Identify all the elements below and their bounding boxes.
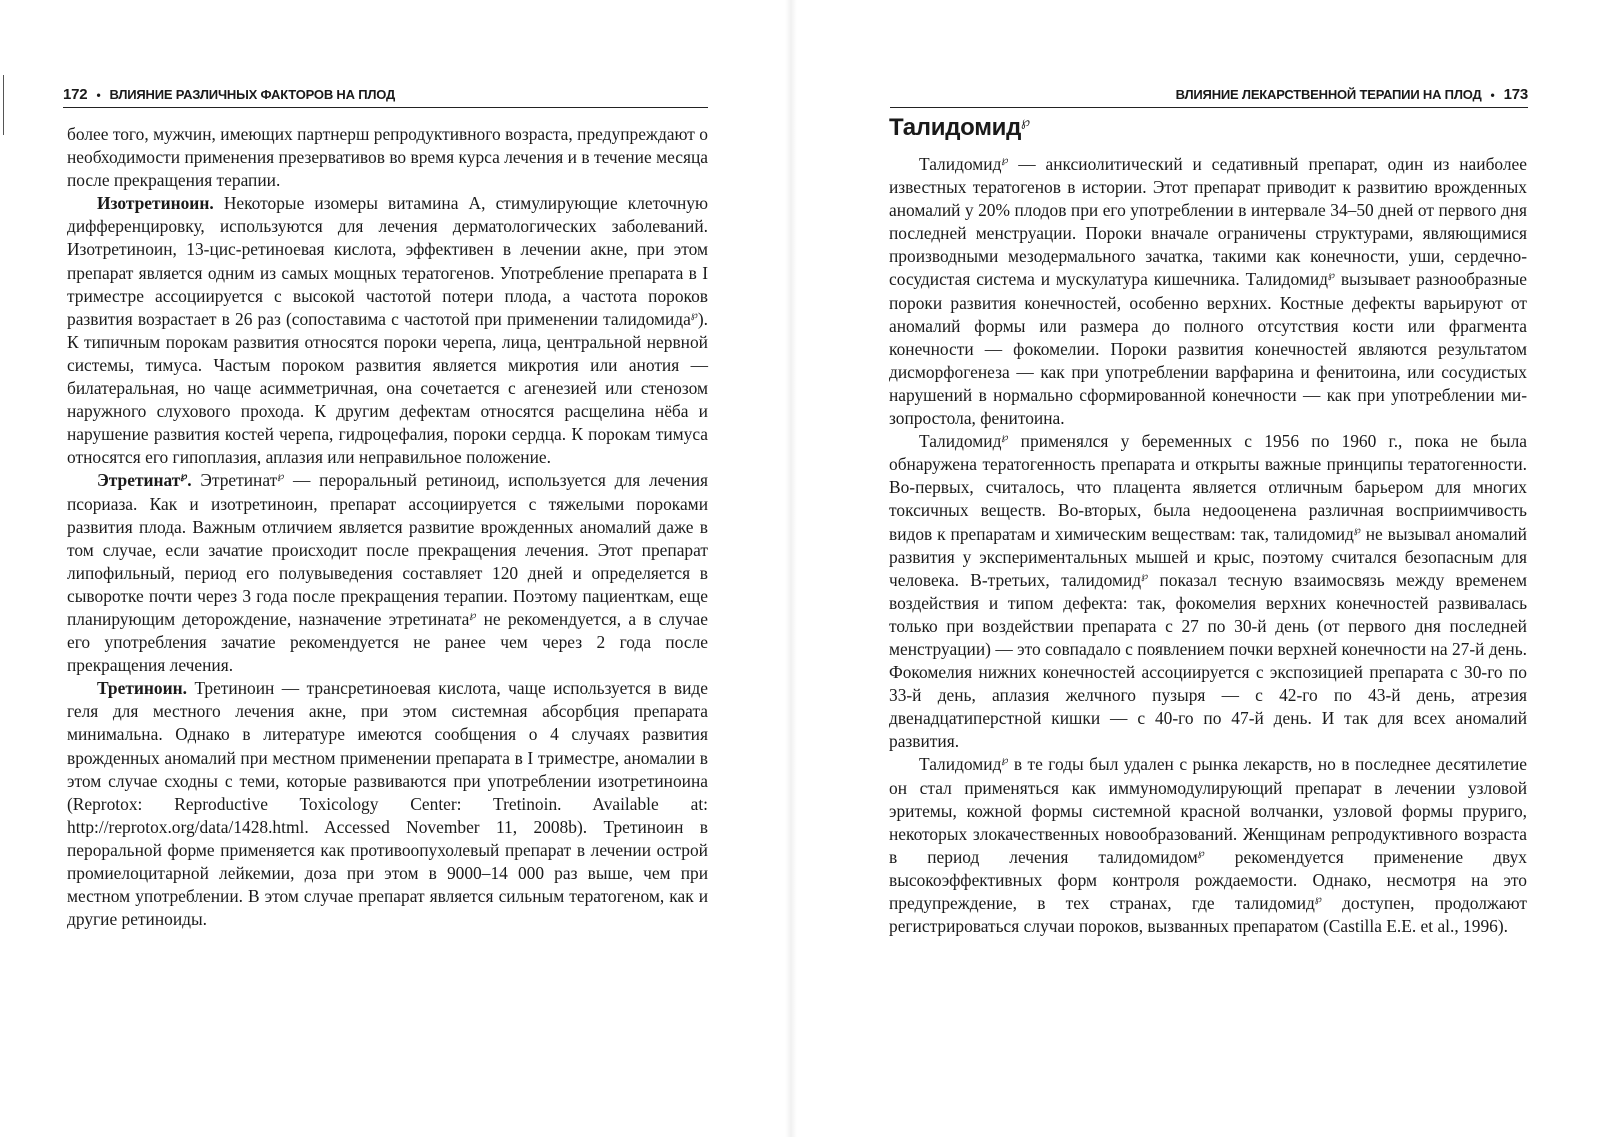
- page-number: 172: [63, 86, 88, 103]
- trademark-mark: ℘: [180, 471, 188, 483]
- trademark-mark: ℘: [1197, 848, 1205, 860]
- trademark-mark: ℘: [1001, 432, 1009, 444]
- trademark-mark: ℘: [690, 309, 698, 321]
- header-bullet: •: [1490, 87, 1495, 102]
- trademark-mark: ℘: [1001, 755, 1009, 767]
- trademark-mark: ℘: [277, 471, 285, 483]
- term-heading: Третиноин.: [97, 678, 187, 699]
- paragraph-tretinoin: Третиноин. Третиноин — трансретиноевая кислота, чаще используется в виде геля для местного лечения акне, при этом системная абсорбция препарата минимальна. Однако в литературе имеются сообщения о 4 случаях развития врожденных аномалий при местном применении препарата в I триместре, аномалии в этом случае сходны с теми, которые развиваются при употреблении изотретиноина (Reprotox: Reproductive Toxicology Center: Tretinoin. Available at: http://reprotox.org/data/1428.html. Accessed November 11, 2008b). Третиноин в пероральной форме применяется как противоопухолевый препарат в лечении острой промиелоцитарной лейкемии, доза при этом в 9000–14 000 раз выше, чем при местном употреблении. В этом случае препарат является сильным тератогеном, как и другие ретиноиды.: [67, 678, 708, 930]
- trademark-mark: ℘: [1328, 270, 1335, 282]
- paragraph-etretinate: Этретинат℘. Этретинат℘ — пероральный ретиноид, используется для лечения псориаза. Как и изотретиноин, препарат ассоциируется с тяжелыми пороками развития плода. Важным отличием является развитие врожденных аномалий даже в том случае, если зачатие происходит после прекращения лечения. Этот препарат липофильный, период его полувыведения составляет 120 дней и определяется в сыворотке почти через 3 года после прекращения терапии. Поэтому пациенткам, еще планирующим деторождение, назначение этретината℘ не рекомендуется, а в случае его употребления зачатие рекомендуется не ранее чем через 2 года после прекращения лечения.: [67, 470, 708, 676]
- trademark-mark: ℘: [1141, 570, 1149, 582]
- header-bullet: •: [96, 87, 101, 102]
- right-page: [790, 0, 1600, 1137]
- running-head-title: ВЛИЯНИЕ ЛЕКАРСТВЕННОЙ ТЕРАПИИ НА ПЛОД: [1175, 87, 1482, 102]
- right-body-text: [889, 153, 1527, 938]
- running-head-right: [890, 82, 1528, 108]
- paragraph: Талидомид℘ применялся у беременных с 1956 по 1960 г., пока не была обнаружена тератогенность препарата и открыты важные принципы тератогенности. Во-первых, считалось, что плацента является отличным барьером для многих токсичных веществ. Во-вторых, была недооценена различная восприимчивость видов к препаратам и химическим веществам: так, талидомид℘ не вызывал аномалий развития у экспериментальных мышей и крыс, поэтому считался безопасным для человека. В-третьих, талидомид℘ показал тесную взаимосвязь между временем воздействия и типом дефекта: так, фокомелия верхних конечностей развивалась только при воздействии препарата с 27 по 30-й день (от первого дня последней менструации) — это совпадало с появлением почки верхней конечности на 27-й день. Фокомелия нижних конечностей ассоциируется с экспозицией препарата с 30-го по 33-й день, аплазия желчного пузыря — с 42-го по 43-й день, атрезия двенадцатиперстной кишки — с 40-го по 47-й день. И так для всех аномалий развития.: [889, 431, 1528, 752]
- page-edge-line: [3, 75, 4, 135]
- term-heading: Этретинат℘.: [97, 470, 192, 491]
- term-heading: Изотретиноин.: [97, 193, 214, 214]
- trademark-mark: ℘: [469, 610, 477, 622]
- left-page: [0, 0, 790, 1137]
- page-number: 173: [1503, 86, 1528, 103]
- trademark-mark: ℘: [1314, 894, 1322, 906]
- section-title: Талидомид℘: [889, 114, 1030, 141]
- paragraph-isotretinoin: Изотретиноин. Некоторые изомеры витамина А, стимулирующие клеточную дифференцировку, используются для лечения дерматологических заболеваний. Изотретиноин, 13-цис-ретиноевая кислота, эффективен в лечении акне, при этом препарат является одним из самых мощных тератогенов. Употребление препарата в I триместре ассоциируется с высокой частотой потери плода, а частота пороков развития возрастает в 26 раз (сопоставима с частотой при применении талидомида℘). К типичным порокам развития относятся пороки черепа, лица, центральной нервной системы, тимуса. Частым пороком развития является микротия или анотия — билатеральная, но чаще асимметричная, она сочетается с агенезией или стенозом наружного слухового прохода. К другим дефектам относятся расщелина нёба и нарушение развития костей черепа, гидроцефалия, пороки сердца. К порокам тимуса относятся его гипоплазия, аплазия или неправильное положение.: [67, 193, 708, 468]
- paragraph: более того, мужчин, имеющих партнерш репродуктивного возраста, предупреждают о необходимости применения презервативов во время курса лечения и в течение месяца после прекращения терапии.: [67, 124, 708, 191]
- running-head-title: ВЛИЯНИЕ РАЗЛИЧНЫХ ФАКТОРОВ НА ПЛОД: [109, 87, 396, 102]
- trademark-mark: ℘: [1001, 155, 1009, 167]
- paragraph: Талидомид℘ — анксиолитический и седативный препарат, один из наиболее известных тератогенов в истории. Этот препарат приводит к развитию врожденных аномалий у 20% плодов при его употреблении в интервале 34–50 дней от первого дня последней менструации. Пороки вначале ограничены структурами, являющимися производными мезодермального зачатка, такими как конечности, уши, сердечно-сосудистая система и мускулатура кишечника. Талидомид℘ вызывает разнообразные пороки развития конечностей, особенно верхних. Костные дефекты варьируют от аномалий формы или размера до полного отсутствия кости или фрагмента конечности — фокомелии. Пороки развития конечностей являются результатом дисморфогенеза — как при употреблении варфарина и фенитоина, или сосудистых нарушений в нормально сформированной конечности — как при употреблении мизопростола, фенитоина.: [889, 154, 1527, 429]
- paragraph: Талидомид℘ в те годы был удален с рынка лекарств, но в последнее десятилетие он стал применяться как иммуномодулирующий препарат в лечении узловой эритемы, кожной формы системной красной волчанки, узловой формы пруриго, некоторых злокачественных новообразований. Женщинам репродуктивного возраста в период лечения талидомидом℘ рекомендуется применение двух высокоэффективных форм контроля рождаемости. Однако, несмотря на это предупреждение, в тех странах, где талидомид℘ доступен, продолжают регистрироваться случаи пороков, вызванных препаратом (Castilla E.E. et al., 1996).: [889, 754, 1528, 937]
- trademark-mark: ℘: [1353, 524, 1361, 536]
- trademark-mark: ℘: [1021, 114, 1030, 129]
- left-body-text: [67, 123, 708, 931]
- running-head-left: [63, 82, 708, 108]
